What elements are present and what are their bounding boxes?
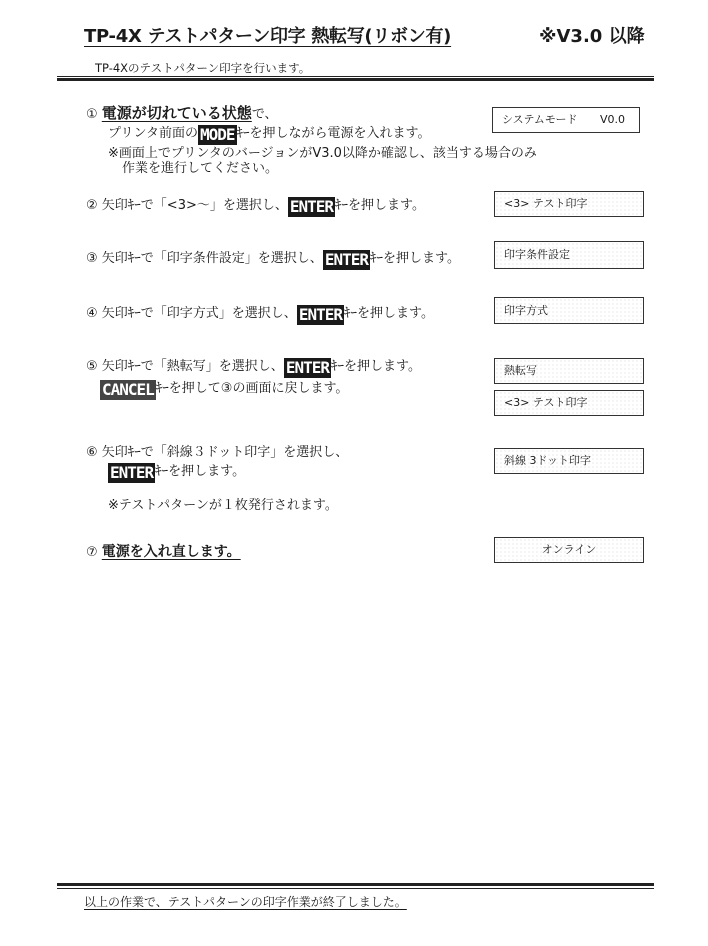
step-3-pre: 矢印ｷｰで「印字条件設定」を選択し、 <box>101 251 323 266</box>
step-5-pre: 矢印ｷｰで「熱転写」を選択し、 <box>101 359 284 374</box>
step-6-pre: 矢印ｷｰで「斜線３ドット印字」を選択し、 <box>101 445 349 460</box>
lcd-system-mode <box>492 107 640 133</box>
footer-note: 以上の作業で、テストパターンの印字作業が終了しました。 <box>84 895 407 909</box>
step-1-tail: で、 <box>251 107 278 122</box>
step-1-pre: プリンタ前面の <box>108 126 198 141</box>
step-1-line-2 <box>108 125 430 145</box>
step-number: ① <box>86 107 98 122</box>
step-4-pre: 矢印ｷｰで「印字方式」を選択し、 <box>101 306 297 321</box>
step-2-line <box>86 197 425 217</box>
lcd-print-condition: 印字条件設定 <box>494 241 644 269</box>
step-5-post-2: ｷｰを押して③の画面に戻します。 <box>155 381 349 396</box>
step-number: ② <box>86 198 98 213</box>
step-5-line-2 <box>100 380 348 400</box>
step-number: ⑦ <box>86 545 98 560</box>
version-note: ※V3.0 以降 <box>539 26 645 47</box>
cancel-key-icon: CANCEL <box>102 380 154 399</box>
step-6-note: ※テストパターンが１枚発行されます。 <box>108 498 338 513</box>
step-6-line-2 <box>108 463 245 483</box>
step-1-post: ｷｰを押しながら電源を入れます。 <box>236 126 431 141</box>
lcd-test-print-2: <3> テスト印字 <box>494 390 644 416</box>
header-divider-thick <box>57 78 654 81</box>
step-number: ⑤ <box>86 359 98 374</box>
step-5-line-1 <box>86 358 421 378</box>
step-2-post: ｷｰを押します。 <box>335 198 425 213</box>
footer-divider-thin <box>57 888 654 889</box>
step-1-line-1 <box>86 104 278 124</box>
step-6-line-1 <box>86 444 348 462</box>
mode-key-icon: MODE <box>199 125 235 144</box>
step-2-pre: 矢印ｷｰで「<3>～」を選択し、 <box>101 198 288 213</box>
step-number: ④ <box>86 306 98 321</box>
lcd-thermal-transfer: 熱転写 <box>494 358 644 384</box>
step-3-line <box>86 250 460 270</box>
lcd-system-mode-label: システムモード <box>502 113 578 126</box>
step-4-post: ｷｰを押します。 <box>343 306 434 321</box>
step-1-note-2: 作業を進行してください。 <box>122 161 279 176</box>
step-7-emphasis: 電源を入れ直します。 <box>101 544 241 560</box>
page-subtitle: TP-4Xのテストパターン印字を行います。 <box>95 61 311 75</box>
step-3-post: ｷｰを押します。 <box>369 251 460 266</box>
step-1-note-1: ※画面上でプリンタのバージョンがV3.0以降か確認し、該当する場合のみ <box>108 146 537 161</box>
step-number: ⑥ <box>86 445 98 460</box>
step-1-emphasis: 電源が切れている状態 <box>101 104 252 122</box>
lcd-test-print: <3> テスト印字 <box>494 191 644 217</box>
lcd-version-label: V0.0 <box>599 113 625 126</box>
header-divider-thin <box>57 76 654 77</box>
footer-divider-thick <box>57 883 654 886</box>
enter-key-icon: ENTER <box>298 305 342 324</box>
enter-key-icon: ENTER <box>289 197 334 216</box>
enter-key-icon: ENTER <box>110 463 154 482</box>
enter-key-icon: ENTER <box>285 358 329 377</box>
lcd-diagonal-dot: 斜線 3ドット印字 <box>494 448 644 474</box>
enter-key-icon: ENTER <box>324 250 368 269</box>
lcd-print-method: 印字方式 <box>494 297 644 324</box>
step-4-line <box>86 305 434 325</box>
page-title: TP-4X テストパターン印字 熱転写(リボン有) <box>84 26 452 47</box>
step-7-line <box>86 543 241 562</box>
lcd-online: オンライン <box>494 537 644 563</box>
step-5-post: ｷｰを押します。 <box>330 359 421 374</box>
step-6-post: ｷｰを押します。 <box>155 464 246 479</box>
step-number: ③ <box>86 251 98 266</box>
